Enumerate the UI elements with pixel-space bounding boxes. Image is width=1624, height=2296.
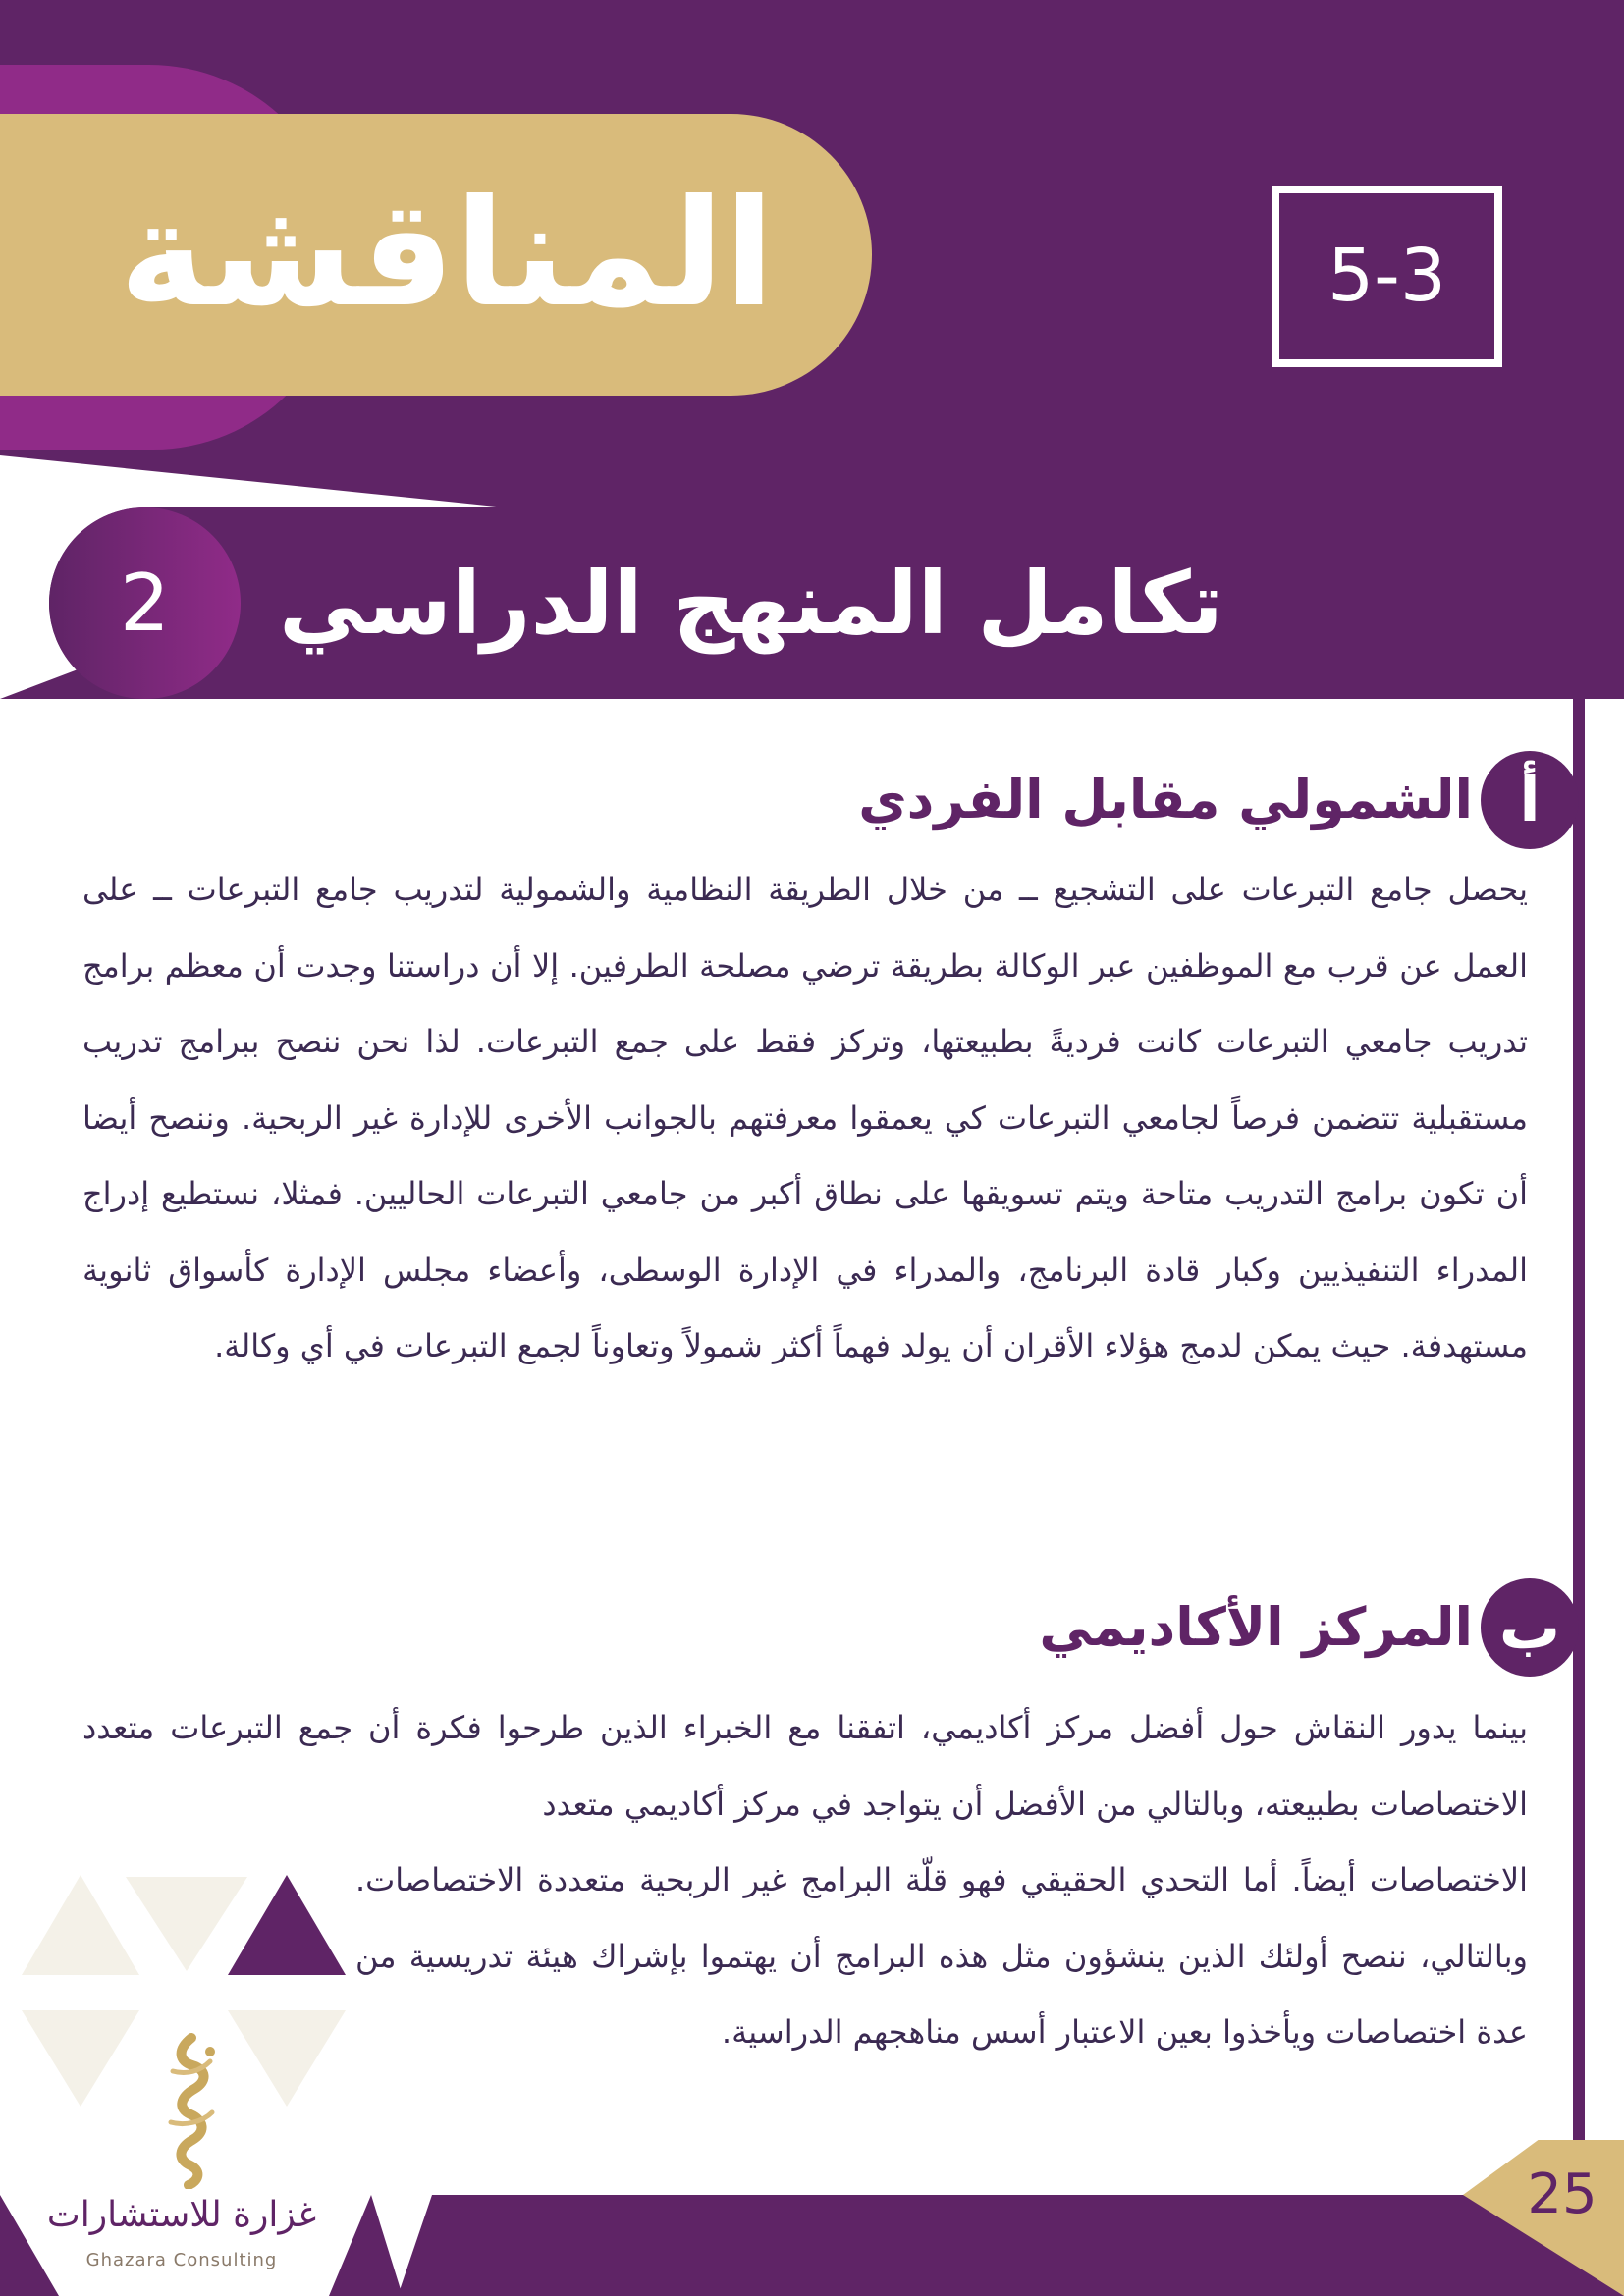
section-title: المناقشة [119, 169, 775, 340]
footer-purple-band [398, 2195, 1624, 2296]
page-number: 25 [1527, 2163, 1597, 2226]
deco-triangle-3 [228, 1875, 346, 1975]
subsection-a-title: الشمولي مقابل الفردي [858, 769, 1473, 830]
footer-mid-triangle [329, 2195, 403, 2296]
subsection-a-letter: أ [1481, 751, 1579, 849]
calligraphy-logo-icon [137, 2032, 245, 2189]
logo-name-arabic: غزارة للاستشارات [46, 2195, 317, 2235]
subsection-b-paragraph-part1: بينما يدور النقاش حول أفضل مركز أكاديمي، اتفقنا مع الخبراء الذين طرحوا فكرة أن جمع التبرعات متعدد الاختصاصات بطبيعته، وبالتالي من الأفضل أن يتواجد في مركز أكاديمي متعدد [82, 1709, 1528, 1823]
subsection-b-title: المركز الأكاديمي [1039, 1596, 1473, 1658]
deco-triangle-5 [228, 2010, 346, 2107]
subsection-b-paragraph-part2: الاختصاصات أيضاً. أما التحدي الحقيقي فهو قلّة البرامج غير الربحية متعددة الاختصاصات. وبالتالي، ننصح أولئك الذين ينشؤون مثل هذه البرامج أن يهتموا بإشراك هيئة تدريسية من عدة اختصاصات ويأخذوا بعين الاعتبار أسس مناهجهم الدراسية. [355, 1861, 1528, 2051]
chapter-number: 2 [120, 558, 170, 649]
subsection-b-letter: ب [1481, 1578, 1579, 1677]
logo-name-english: Ghazara Consulting [85, 2250, 278, 2270]
deco-triangle-4 [22, 2010, 139, 2107]
right-margin-rule [1573, 699, 1585, 2207]
subsection-a-paragraph: يحصل جامع التبرعات على التشجيع ــ من خلال الطريقة النظامية والشمولية لتدريب جامع التبرعات ــ على العمل عن قرب مع الموظفين عبر الوكالة بطريقة ترضي مصلحة الطرفين. إلا أن دراستنا وجدت أن معظم برامج تدريب جامعي التبرعات كانت فرديةً بطبيعتها، وتركز فقط على جمع التبرعات. لذا نحن ننصح ببرامج تدريب مستقبلية تتضمن فرصاً لجامعي التبرعات كي يعمقوا معرفتهم بالجوانب الأخرى للإدارة غير الربحية. وننصح أيضا أن تكون برامج التدريب متاحة ويتم تسويقها على نطاق أكبر من جامعي التبرعات الحاليين. فمثلا، نستطيع إدراج المدراء التنفيذيين وكبار قادة البرنامج، والمدراء في الإدارة الوسطى، وأعضاء مجلس الإدارة كأسواق ثانوية مستهدفة. حيث يمكن لدمج هؤلاء الأقران أن يولد فهماً أكثر شمولاً وتعاوناً لجمع التبرعات في أي وكالة. [82, 871, 1528, 1364]
chapter-title: تكامل المنهج الدراسي [279, 553, 1223, 654]
deco-triangle-1 [22, 1875, 139, 1975]
deco-triangle-2 [126, 1877, 247, 1971]
section-number: 5-3 [1327, 234, 1446, 318]
